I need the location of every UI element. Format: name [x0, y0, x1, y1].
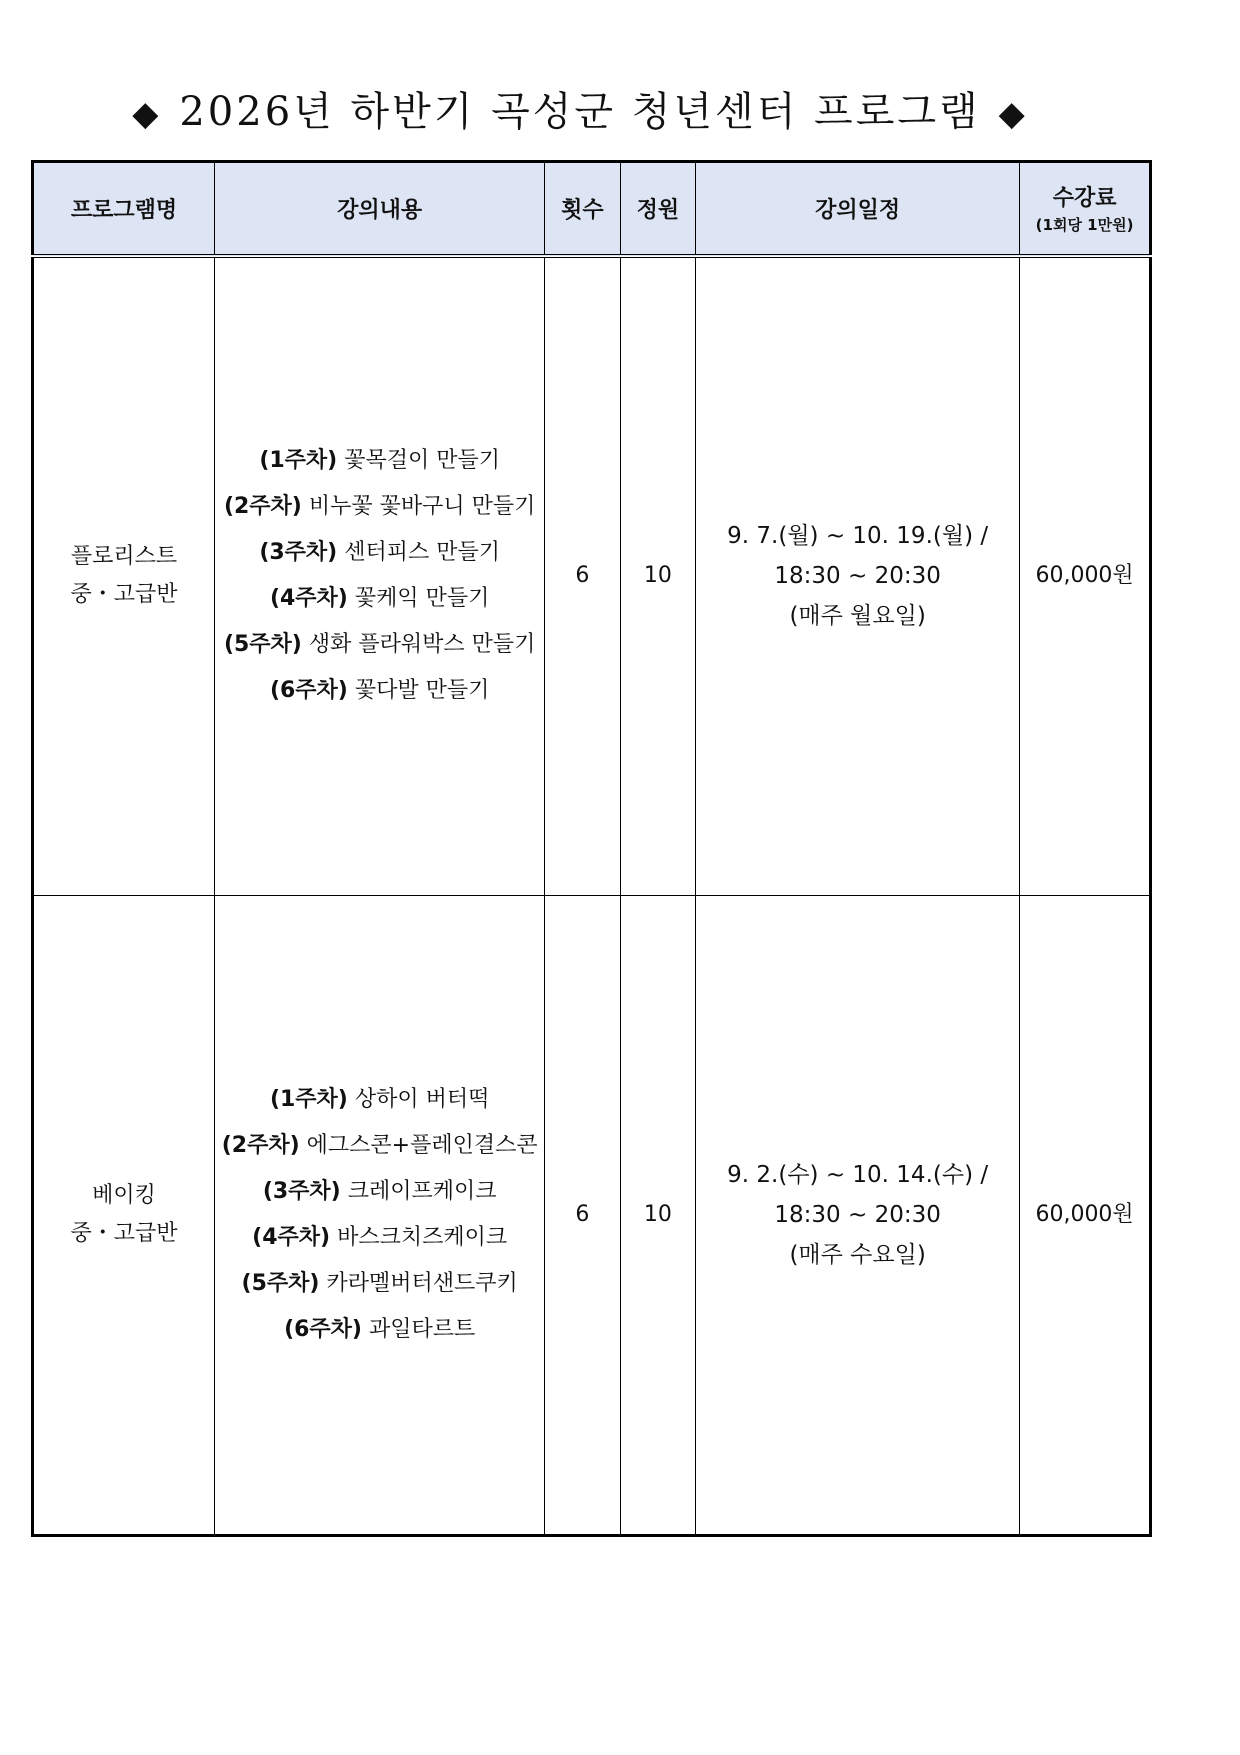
lecture-week: (5주차)	[241, 1271, 320, 1296]
schedule-cell	[696, 896, 1020, 1536]
lecture-item	[215, 1307, 544, 1353]
diamond-left-icon: ◆	[132, 94, 162, 134]
lecture-item	[215, 622, 544, 668]
lecture-week: (2주차)	[223, 494, 302, 520]
header-schedule: 강의일정	[696, 162, 1020, 256]
table-row	[33, 256, 1151, 896]
header-count: 횟수	[545, 162, 620, 256]
lecture-week: (1주차)	[259, 448, 338, 474]
lecture-item	[215, 1169, 544, 1215]
program-name: 베이킹	[92, 1183, 156, 1208]
lecture-week: (1주차)	[269, 1087, 348, 1112]
header-fee-note: (1회당 1만원)	[1035, 216, 1134, 235]
header-program: 프로그램명	[33, 162, 215, 256]
lecture-item	[215, 668, 544, 714]
page-title	[0, 80, 1160, 137]
lecture-item	[215, 530, 544, 576]
lecture-week: (6주차)	[269, 678, 348, 704]
lecture-week: (6주차)	[284, 1317, 362, 1342]
lecture-item	[215, 1123, 544, 1169]
lecture-week: (3주차)	[259, 540, 338, 566]
header-fee	[1020, 162, 1151, 256]
lecture-list	[215, 1077, 544, 1353]
program-level: 중・고급반	[70, 582, 178, 608]
fee: 60,000원	[1020, 896, 1151, 1536]
session-count: 6	[545, 896, 620, 1536]
program-level: 중・고급반	[70, 1221, 178, 1246]
lecture-week: (5주차)	[223, 632, 302, 658]
header-capacity: 정원	[620, 162, 695, 256]
program-table	[31, 160, 1152, 1537]
title-text: 2026년 하반기 곡성군 청년센터 프로그램	[179, 89, 981, 135]
lecture-content-cell	[215, 896, 545, 1536]
lecture-content-cell	[215, 256, 545, 896]
lecture-text: 센터피스 만들기	[344, 540, 500, 566]
schedule-weekday: (매주 수요일)	[789, 1242, 926, 1268]
lecture-text: 크레이프케이크	[347, 1179, 497, 1204]
lecture-item	[215, 1215, 544, 1261]
lecture-week: (4주차)	[252, 1225, 331, 1250]
diamond-right-icon: ◆	[998, 94, 1028, 134]
lecture-text: 상하이 버터떡	[354, 1087, 490, 1112]
lecture-text: 카라멜버터샌드쿠키	[326, 1271, 518, 1296]
lecture-item	[215, 438, 544, 484]
header-content: 강의내용	[215, 162, 545, 256]
lecture-week: (3주차)	[262, 1179, 341, 1204]
lecture-item	[215, 1261, 544, 1307]
lecture-text: 과일타르트	[368, 1317, 476, 1342]
header-fee-label: 수강료	[1052, 186, 1117, 212]
lecture-text: 꽃다발 만들기	[354, 678, 490, 704]
schedule-dates: 9. 7.(월) ~ 10. 19.(월) /	[727, 523, 989, 550]
lecture-text: 비누꽃 꽃바구니 만들기	[308, 494, 536, 520]
lecture-week: (4주차)	[269, 586, 348, 612]
lecture-text: 꽃목걸이 만들기	[344, 448, 500, 474]
schedule-weekday: (매주 월요일)	[789, 603, 926, 630]
program-name-cell	[33, 256, 215, 896]
program-name-cell	[33, 896, 215, 1536]
lecture-text: 에그스콘+플레인결스콘	[306, 1133, 538, 1158]
lecture-item	[215, 1077, 544, 1123]
capacity: 10	[620, 896, 695, 1536]
fee: 60,000원	[1020, 256, 1151, 896]
schedule-time: 18:30 ~ 20:30	[774, 563, 941, 590]
schedule-time: 18:30 ~ 20:30	[774, 1202, 941, 1228]
lecture-text: 꽃케익 만들기	[354, 586, 490, 612]
program-name: 플로리스트	[70, 544, 178, 570]
lecture-week: (2주차)	[221, 1133, 300, 1158]
schedule-dates: 9. 2.(수) ~ 10. 14.(수) /	[727, 1162, 989, 1188]
lecture-item	[215, 484, 544, 530]
session-count: 6	[545, 256, 620, 896]
schedule-cell	[696, 256, 1020, 896]
lecture-item	[215, 576, 544, 622]
lecture-list	[215, 438, 544, 714]
lecture-text: 생화 플라워박스 만들기	[308, 632, 536, 658]
header-row	[33, 162, 1151, 256]
table-row	[33, 896, 1151, 1536]
lecture-text: 바스크치즈케이크	[337, 1225, 508, 1250]
capacity: 10	[620, 256, 695, 896]
